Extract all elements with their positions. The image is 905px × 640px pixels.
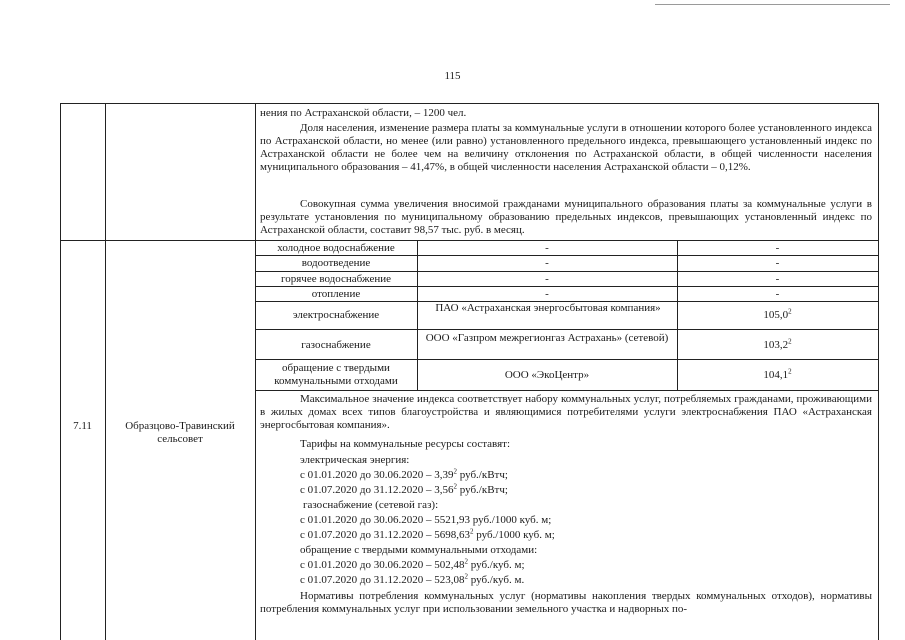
row-number: 7.11 [73,420,92,432]
service-name: обращение с твердыми коммунальными отходами [274,362,398,387]
service-name: горячее водоснабжение [281,273,391,285]
provider-name: - [545,242,549,254]
waste-heading: обращение с твердыми коммунальными отходами: [300,544,538,556]
index-value [677,339,878,352]
electricity-tariff-h2 [300,484,508,497]
table-top-border [60,103,879,104]
subrow-divider [255,359,878,360]
footnote-mark: 2 [453,467,457,476]
service-name: электроснабжение [292,309,380,321]
gas-heading: газоснабжение (сетевой газ): [303,499,439,511]
tariff-unit: руб./куб. м; [467,559,525,571]
service-name: газоснабжение [301,339,371,351]
index-number: 104,1 [763,369,789,381]
tariff-unit: руб./куб. м. [467,574,525,586]
continuation-paragraph: нения по Астраханской области, – 1200 чел. [260,107,467,119]
subrow-divider [255,286,878,287]
page-number: 115 [444,70,461,82]
tariff-table [60,103,879,640]
index-number: 103,2 [763,339,789,351]
footnote-mark: 2 [788,337,792,346]
index-value: - [775,257,780,269]
electricity-heading: электрическая энергия: [300,454,410,466]
tariff-unit: руб./кВтч; [456,484,508,496]
subrow-divider [255,329,878,330]
waste-tariff-h1 [300,559,525,572]
row-divider [60,240,879,241]
tariff-unit: руб./1000 куб. м; [473,529,555,541]
footnote-mark: 2 [788,307,792,316]
service-name: водоотведение [301,257,371,269]
tariff-unit: руб./кВтч; [456,469,508,481]
subrow-divider [255,271,878,272]
tariff-text: с 01.01.2020 до 30.06.2020 – 502,48 [300,559,465,571]
index-value: - [775,273,780,285]
index-value: - [775,242,780,254]
footnote-mark: 2 [464,557,468,566]
tariff-text: с 01.07.2020 до 31.12.2020 – 3,56 [300,484,454,496]
footnote-mark: 2 [469,527,474,536]
table-left-border [60,103,61,640]
footnote-mark: 2 [464,572,468,581]
index-value [677,369,878,382]
footnote-mark: 2 [453,482,457,491]
provider-name: ООО «Газпром межрегионгаз Астрахань» (сетевой) [425,332,669,344]
provider-name: - [545,288,549,300]
tariffs-heading: Тарифы на коммунальные ресурсы составят: [300,438,511,450]
waste-tariff-h2 [300,574,524,587]
municipality-name: Образцово-Травинский сельсовет [125,420,235,445]
population-share-paragraph: Доля населения, изменение размера платы за коммунальные услуги в отношении которого более установленного индекса по Астраханской области, но менее (или равно) установленного предельного индекса, превышающего установленный индекс по Астраханской области не более чем на величину отклонения по Астраханской области, в общей численности населения муниципального образования – 41,47%, в общей численности населения Астраханской области – 0,12%. [260,122,872,173]
service-name: отопление [311,288,361,300]
subrow-divider [255,255,878,256]
tariff-text: с 01.07.2020 до 31.12.2020 – 523,08 [300,574,465,586]
subrow-divider [255,390,878,391]
footnote-mark: 2 [788,367,792,376]
provider-name: - [545,273,549,285]
column-divider [105,103,106,640]
table-right-border [878,103,879,640]
index-value [677,309,878,322]
service-name: холодное водоснабжение [277,242,395,254]
max-index-paragraph: Максимальное значение индекса соответствует набору коммунальных услуг, потребляемых гражданами, проживающими в жилых домах всех типов благоустройства и являющимися потребителями услуги электроснабжения ПАО «Астраханская энергосбытовая компания». [260,393,872,431]
consumption-norms-paragraph: Нормативы потребления коммунальных услуг (нормативы накопления твердых коммунальных отходов), нормативы потребления коммунальных услуг при использовании земельного участка и надворных по- [260,590,872,615]
index-value: - [775,288,780,300]
gas-tariff-h1: с 01.01.2020 до 30.06.2020 – 5521,93 руб./1000 куб. м; [300,514,552,526]
total-increase-paragraph: Совокупная сумма увеличения вносимой гражданами муниципального образования платы за коммунальные услуги в результате установления по муниципальному образованию предельных индексов, превышающих установленный индекс по Астраханской области, составит 98,57 тыс. руб. в месяц. [260,198,872,236]
tariff-text: с 01.01.2020 до 30.06.2020 – 3,39 [300,469,454,481]
provider-name: - [545,257,549,269]
tariff-text: с 01.07.2020 до 31.12.2020 – 5698,63 [300,529,470,541]
gas-tariff-h2 [300,529,555,542]
provider-name: ООО «ЭкоЦентр» [504,369,590,381]
electricity-tariff-h1 [300,469,508,482]
header-rule [655,4,890,5]
provider-name: ПАО «Астраханская энергосбытовая компания» [435,302,661,314]
column-divider [255,103,256,640]
index-number: 105,0 [763,309,789,321]
